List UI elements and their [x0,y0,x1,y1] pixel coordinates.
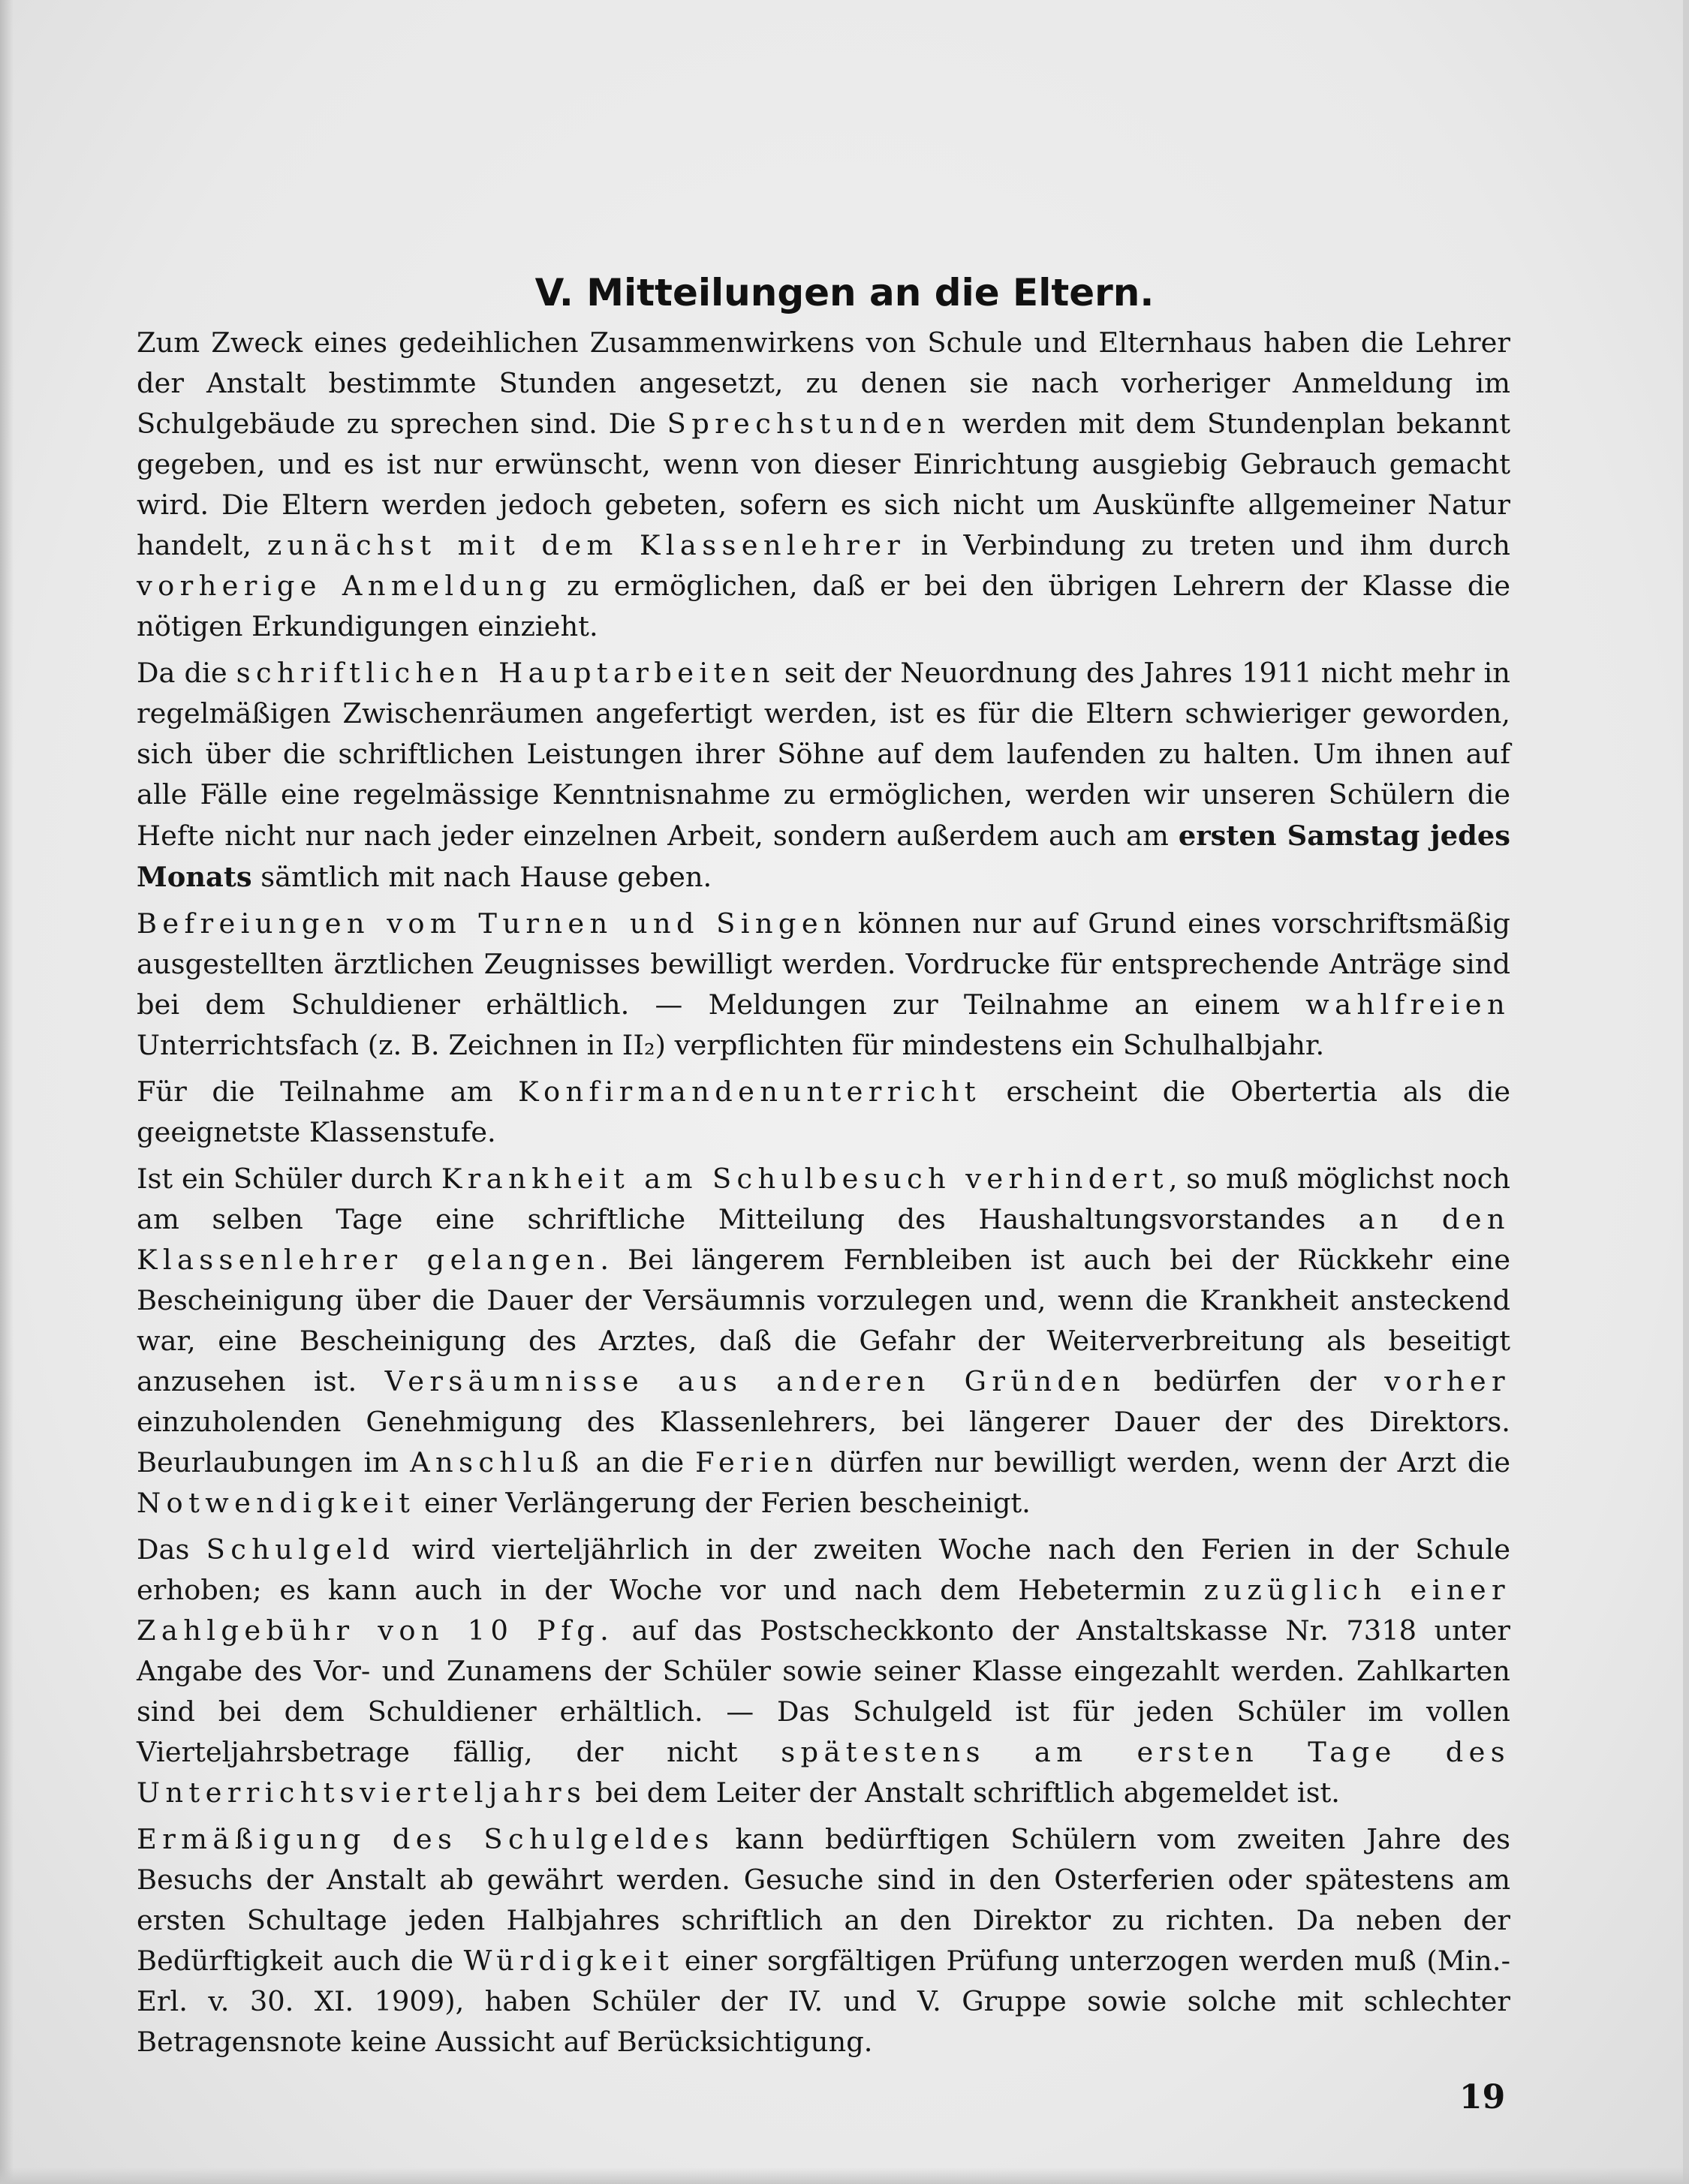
paragraph-text: Das [137,1533,206,1566]
paragraph-text: dürfen nur bewilligt werden, wenn der Arzt die [818,1446,1510,1479]
page-edge-shadow [0,0,14,2184]
page-edge-right [1683,0,1689,2184]
paragraph-text: erscheint die Obertertia als die geeignetste Klassenstufe. [137,1075,1510,1148]
paragraph-2 [137,653,1510,898]
paragraph-text: auf das Postscheckkonto der Anstaltskasse Nr. 7318 unter Angabe des Vor- und Zunamens der Schüler sowie seiner Klasse eingezahlt werden. Zahlkarten sind bei dem Schuldiener erhältlich. — Das Schulgeld ist für jeden Schüler im vollen Vierteljahrsbetrage fällig, der nicht [137,1614,1510,1768]
emphasis-spaced-text: schriftlichen Hauptarbeiten [236,657,775,689]
emphasis-spaced-text: Befreiungen vom Turnen und Singen [137,907,848,940]
paragraph-text: einzuholenden Genehmigung des Klassenlehrers, bei längerer Dauer der des Direktors. Beurlaubungen im [137,1406,1510,1479]
paragraph-text: sämtlich mit nach Hause geben. [251,861,712,893]
emphasis-spaced-text: Krankheit am Schulbesuch verhindert [441,1163,1169,1195]
emphasis-spaced-text: vorher [1384,1365,1511,1397]
emphasis-spaced-text: Ermäßigung des Schulgeldes [137,1823,715,1855]
paragraph-text: Für die Teilnahme am [137,1075,519,1108]
emphasis-spaced-text: Anschluß [410,1446,585,1479]
page-number: 19 [1459,2078,1506,2116]
emphasis-spaced-text: Notwendigkeit [137,1487,416,1519]
paragraph-text: Ist ein Schüler durch [137,1163,441,1195]
paragraph-text: Unterrichtsfach (z. B. Zeichnen in II₂) verpflichten für mindestens ein Schulhalbjahr. [137,1029,1325,1061]
emphasis-spaced-text: Konfirmandenunterricht [518,1075,981,1108]
page-edge-bottom [0,2167,1689,2184]
paragraph-text: zu ermöglichen, daß er bei den übrigen Lehrern der Klasse die nötigen Erkundigungen einzieht. [137,570,1510,642]
emphasis-spaced-text: vorherige Anmeldung [137,570,552,602]
paragraph-text: können nur auf Grund eines vorschriftsmäßig ausgestellten ärztlichen Zeugnisses bewilligt werden. Vordrucke für entsprechende Anträge sind bei dem Schuldiener erhältlich. — Meldungen zur Teilnahme an einem [137,907,1510,1021]
emphasis-spaced-text: zuzüglich einer Zahlgebühr von 10 Pfg. [137,1574,1510,1647]
paragraph-text: . Bei längerem Fernbleiben ist auch bei der Rückkehr eine Bescheinigung über die Dauer der Versäumnis vorzulegen und, wenn die Krankheit ansteckend war, eine Bescheinigung des Arztes, daß die Gefahr der Weiterverbreitung als beseitigt anzusehen ist. [137,1244,1510,1397]
emphasis-spaced-text: Versäumnisse aus anderen Gründen [384,1365,1126,1397]
emphasis-spaced-text: Ferien [695,1446,819,1479]
paragraph-3 [137,904,1510,1066]
emphasis-spaced-text: Schulgeld [206,1533,396,1566]
emphasis-bold-text: ersten Samstag jedes Monats [137,819,1511,893]
emphasis-spaced-text: Sprechstunden [667,408,951,440]
emphasis-spaced-text: spätestens am ersten Tage des Unterrichtsvierteljahrs [137,1736,1510,1809]
paragraph-text: werden mit dem Stundenplan bekannt gegeben, und es ist nur erwünscht, wenn von dieser Einrichtung ausgiebig Gebrauch gemacht wird. Die Eltern werden jedoch gebeten, sofern es sich nicht um Auskünfte allgemeiner Natur handelt, [137,408,1510,561]
emphasis-spaced-text: Würdigkeit [463,1945,675,1977]
emphasis-spaced-text: zunächst mit dem Klassenlehrer [266,529,906,561]
paragraph-text: an die [584,1446,696,1479]
paragraph-text: Da die [137,657,236,689]
body-text [137,323,1510,2068]
section-title: V. Mitteilungen an die Eltern. [534,271,1155,314]
emphasis-spaced-text: wahlfreien [1305,988,1510,1021]
paragraph-text: bei dem Leiter der Anstalt schriftlich abgemeldet ist. [586,1776,1340,1809]
paragraph-text: einer sorgfältigen Prüfung unterzogen werden muß (Min.-Erl. v. 30. XI. 1909), haben Schüler der IV. und V. Gruppe sowie solche mit schlechter Betragensnote keine Aussicht auf Berücksichtigung. [137,1945,1511,2058]
paragraph-text: kann bedürftigen Schülern vom zweiten Jahre des Besuchs der Anstalt ab gewährt werden. Gesuche sind in den Osterferien oder spätestens am ersten Schultage jeden Halbjahres schriftlich an den Direktor zu richten. Da neben der Bedürftigkeit auch die [137,1823,1511,1977]
paragraph-6 [137,1530,1510,1813]
paragraph-text: einer Verlängerung der Ferien bescheinigt. [415,1487,1031,1519]
paragraph-text: wird vierteljährlich in der zweiten Woche nach den Ferien in der Schule erhoben; es kann auch in der Woche vor und nach dem Hebetermin [137,1533,1510,1606]
paragraph-5 [137,1159,1510,1524]
paragraph-text: , so muß möglichst noch am selben Tage eine schriftliche Mitteilung des Haushaltungsvorstandes [137,1163,1511,1235]
paragraph-1 [137,323,1510,647]
paragraph-text: Zum Zweck eines gedeihlichen Zusammenwirkens von Schule und Elternhaus haben die Lehrer der Anstalt bestimmte Stunden angesetzt, zu denen sie nach vorheriger Anmeldung im Schulgebäude zu sprechen sind. Die [137,326,1510,440]
paragraph-text: seit der Neuordnung des Jahres 1911 nicht mehr in regelmäßigen Zwischenräumen angefertigt werden, ist es für die Eltern schwieriger geworden, sich über die schriftlichen Leistungen ihrer Söhne auf dem laufenden zu halten. Um ihnen auf alle Fälle eine regelmässige Kenntnisnahme zu ermöglichen, werden wir unseren Schülern die Hefte nicht nur nach jeder einzelnen Arbeit, sondern außerdem auch am [137,657,1510,852]
paragraph-text: in Verbindung zu treten und ihm durch [905,529,1510,561]
paragraph-7 [137,1819,1510,2062]
emphasis-spaced-text: an den Klassenlehrer gelangen [137,1203,1510,1276]
paragraph-text: bedürfen der [1125,1365,1385,1397]
paragraph-4 [137,1072,1510,1153]
